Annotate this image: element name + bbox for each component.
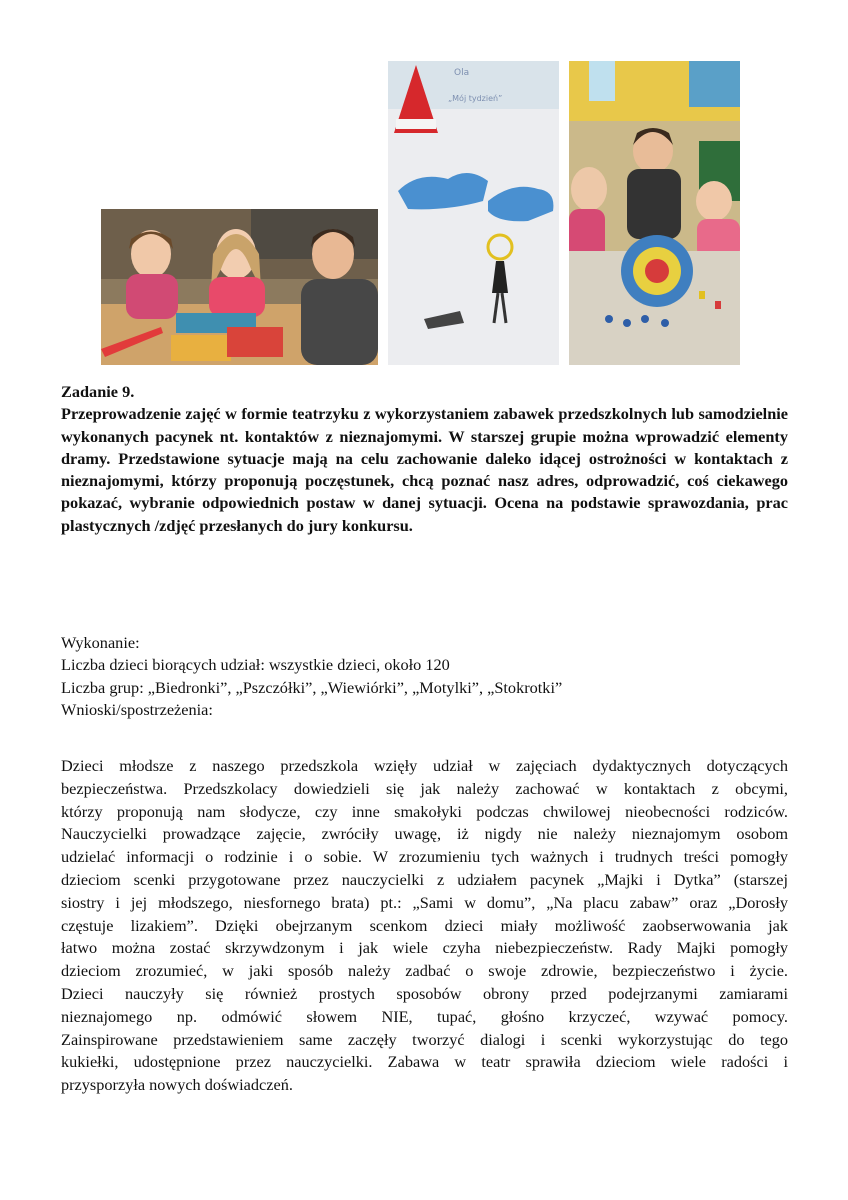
groups-list: Liczba grup: „Biedronki”, „Pszczółki”, „Wiewiórki”, „Motylki”, „Stokrotki” (61, 677, 563, 697)
children-count: Liczba dzieci biorących udział: wszystkie dzieci, około 120 (61, 655, 450, 675)
task-heading: Zadanie 9. (61, 382, 135, 401)
paragraph-line: kukiełki, udostępnione przez nauczycielki. Zabawa w teatr sprawiła dzieciom wiele radości i (61, 1052, 788, 1072)
task-description: Przeprowadzenie zajęć w formie teatrzyku z wykorzystaniem zabawek przedszkolnych lub samodzielnie wykonanych pacynek nt. kontaktów z nieznajomymi. W starszej grupie można wprowadzić elementy dramy. Przedstawione sytuacje mają na celu zachowanie daleko idącej ostrożności w kontaktach z nieznajomymi, którzy proponują poczęstunek, chcą poznać nasz adres, odprowadzić, coś ciekawego pokazać, wybranie odpowiednich postaw w danej sytuacji. Ocena na podstawie sprawozdania, prac plastycznych /zdjęć przesłanych do jury konkursu. (61, 404, 788, 535)
svg-text:Ola: Ola (454, 68, 470, 78)
photo-child-drawing (388, 61, 559, 365)
paragraph-line: przysporzyła nowych doświadczeń. (61, 1075, 293, 1095)
paragraph-line: siostry i jej młodszego, niesfornego brata) pt.: „Sami w domu”, „Na placu zabaw” oraz „Dorosły (61, 892, 788, 912)
conclusions-label: Wnioski/spostrzeżenia: (61, 700, 213, 720)
svg-text:„Mój tydzień”: „Mój tydzień” (448, 94, 503, 103)
execution-label: Wykonanie: (61, 633, 140, 652)
paragraph-line: Nauczycielki prowadzące zajęcie, zwróciły uwagę, iż nigdy nie należy nieznajomym osobom (61, 824, 788, 844)
conclusion-paragraph (61, 755, 788, 1097)
paragraph-line: udzielać informacji o rodzinie i o sobie. W zrozumieniu tych ważnych i trudnych treści pomogły (61, 847, 788, 867)
task-section (61, 381, 788, 537)
paragraph-line: którzy proponują nam słodycze, czy inne smakołyki podczas chwilowej nieobecności rodziców. (61, 801, 788, 821)
paragraph-line: nieznajomego np. odmówić słowem NIE, tupać, głośno krzyczeć, wzywać pomocy. (61, 1006, 788, 1026)
paragraph-line: Dzieci nauczyły się również prostych sposobów obrony przed podejrzanymi zamiarami (61, 983, 788, 1003)
paragraph-line: Zainspirowane przedstawieniem same zaczęły tworzyć dialogi i scenki wykorzystując do tego (61, 1029, 788, 1049)
paragraph-line: bezpieczeństwa. Przedszkolacy dowiedzieli się jak należy zachować w kontaktach z obcymi, (61, 778, 788, 798)
execution-section (61, 632, 788, 722)
paragraph-line: dzieciom scenki przygotowane przez nauczycielki z udziałem pacynek „Majki i Dytka” (starszej (61, 869, 788, 889)
paragraph-line: Dzieci młodsze z naszego przedszkola wzięły udział w zajęciach dydaktycznych dotyczących (61, 756, 788, 775)
paragraph-line: dzieciom zrozumieć, w jaki sposób należy zadbać o swoje zdrowie, bezpieczeństwo i życie. (61, 961, 788, 981)
photo-children-playing-board-game (569, 61, 740, 365)
paragraph-line: łatwo można zostać skrzywdzonym i jak wiele czyha niebezpieczeństw. Rady Majki pomogły (61, 938, 788, 958)
paragraph-line: częstuje lizakiem”. Dzięki obejrzanym scenkom dzieci miały możliwość zaobserwowania jak (61, 915, 788, 935)
photo-children-at-table (101, 209, 378, 365)
